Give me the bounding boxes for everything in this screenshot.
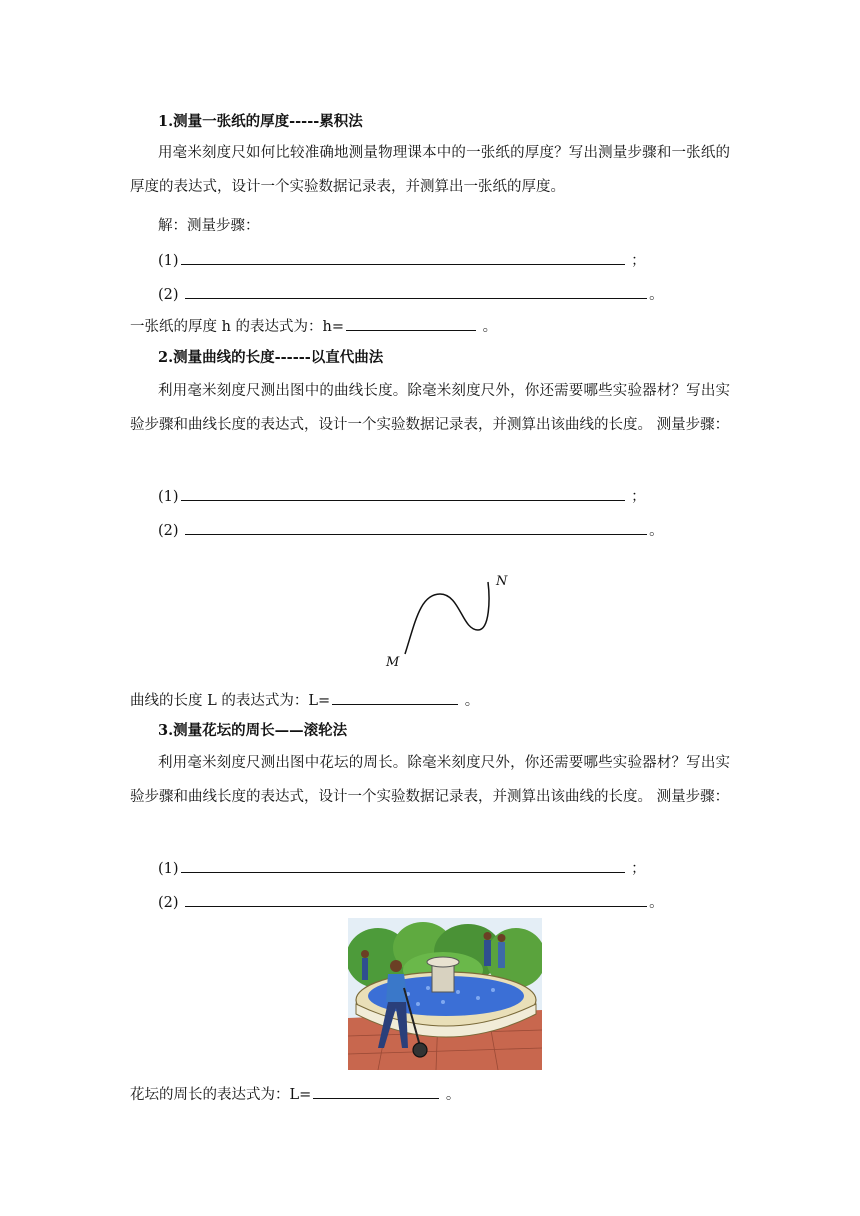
section1-step2	[130, 282, 758, 305]
section1-question: 用毫米刻度尺如何比较准确地测量物理课本中的一张纸的厚度？写出测量步骤和一张纸的厚度的表达式，设计一个实验数据记录表，并测算出一张纸的厚度。	[130, 145, 730, 195]
expression-prefix: 一张纸的厚度 h 的表达式为：h=	[130, 319, 345, 335]
section3-step2	[130, 890, 758, 913]
step1-answer-blank[interactable]	[181, 856, 625, 873]
curve-path	[405, 582, 489, 654]
section3-step1	[130, 856, 758, 879]
step1-suffix: ；	[631, 861, 646, 877]
section3-heading: 3.测量花坛的周长——滚轮法	[158, 722, 348, 739]
expression-prefix: 曲线的长度 L 的表达式为：L=	[130, 693, 331, 709]
step2-answer-blank[interactable]	[185, 518, 647, 535]
section1-answer-label: 解：测量步骤：	[158, 218, 260, 234]
curve-label-m: M	[386, 655, 400, 670]
step1-prefix: (1)	[158, 489, 179, 505]
section3-question: 利用毫米刻度尺测出图中花坛的周长。除毫米刻度尺外，你还需要哪些实验器材？写出实验步骤和曲线长度的表达式，设计一个实验数据记录表，并测算出该曲线的长度。 测量步骤：	[130, 755, 730, 805]
expression-answer-blank[interactable]	[346, 314, 476, 331]
step2-answer-blank[interactable]	[185, 890, 647, 907]
flower-bed-illustration	[348, 918, 542, 1070]
step1-prefix: (1)	[158, 253, 179, 269]
section2-heading: 2.测量曲线的长度------以直代曲法	[158, 349, 384, 366]
section1-heading: 1.测量一张纸的厚度-----累积法	[158, 113, 363, 130]
expression-suffix: 。	[482, 319, 498, 335]
section1-step1	[130, 248, 758, 271]
section2-expression	[130, 688, 730, 711]
curve-label-n: N	[496, 574, 508, 589]
step1-suffix: ；	[631, 253, 646, 269]
step1-answer-blank[interactable]	[181, 484, 625, 501]
section2-question: 利用毫米刻度尺测出图中的曲线长度。除毫米刻度尺外，你还需要哪些实验器材？写出实验步骤和曲线长度的表达式，设计一个实验数据记录表，并测算出该曲线的长度。 测量步骤：	[130, 383, 730, 433]
expression-suffix: 。	[464, 693, 480, 709]
section3-expression	[130, 1082, 730, 1105]
step1-answer-blank[interactable]	[181, 248, 625, 265]
step2-prefix: (2)	[158, 895, 179, 911]
step2-suffix: 。	[649, 895, 664, 911]
fountain-top	[427, 957, 459, 967]
step2-prefix: (2)	[158, 287, 179, 303]
section2-step1	[130, 484, 758, 507]
step2-suffix: 。	[649, 287, 664, 303]
expression-suffix: 。	[445, 1087, 461, 1103]
step2-suffix: 。	[649, 523, 664, 539]
step2-answer-blank[interactable]	[185, 282, 647, 299]
expression-prefix: 花坛的周长的表达式为：L=	[130, 1087, 312, 1103]
section1-expression	[130, 314, 730, 337]
expression-answer-blank[interactable]	[313, 1082, 439, 1099]
expression-answer-blank[interactable]	[332, 688, 458, 705]
curve-figure	[380, 568, 520, 672]
step2-prefix: (2)	[158, 523, 179, 539]
step1-prefix: (1)	[158, 861, 179, 877]
section2-step2	[130, 518, 758, 541]
step1-suffix: ；	[631, 489, 646, 505]
